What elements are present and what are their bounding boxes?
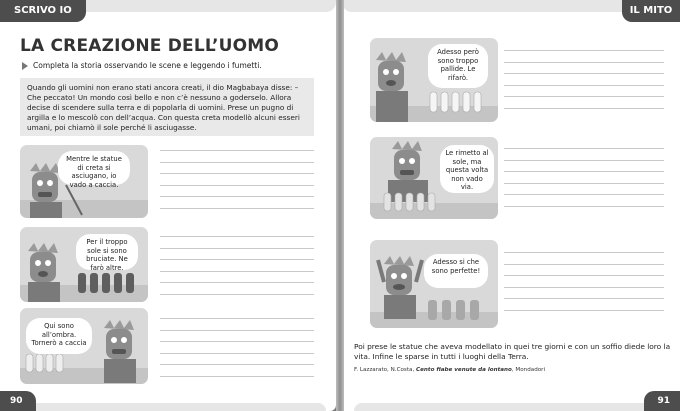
- instruction: [22, 61, 262, 70]
- speech-bubble: Le rimetto al sole, ma questa volta non vado via.: [440, 145, 494, 193]
- story-intro: Quando gli uomini non erano stati ancora creati, il dio Magbabaya disse: – Che peccato! Un mondo così bello e non c’è nessuno a goderselo. Allora decise di scendere sulla terra e di popolarla di uomini. Prese un pugno di argilla e lo mescolò con dell’acqua. Con questa creta modellò alcuni esseri umani, poi chiamò il sole perché li asciugasse.: [20, 78, 314, 136]
- book-gutter: [336, 0, 344, 411]
- writing-lines-1[interactable]: [160, 150, 314, 220]
- instruction-text: Completa la storia osservando le scene e leggendo i fumetti.: [33, 61, 262, 70]
- story-ending: Poi prese le statue che aveva modellato in quei tre giorni e con un soffio diede loro la vita. Infine le sparse in tutti i luoghi della Terra.: [354, 342, 671, 361]
- page-number: 90: [0, 391, 36, 411]
- writing-lines-3[interactable]: [160, 318, 314, 388]
- speech-bubble: Qui sono all’ombra. Tornerò a caccia: [26, 318, 92, 354]
- left-page: [0, 0, 336, 411]
- writing-lines-6[interactable]: [504, 252, 664, 322]
- comic-panel-3: [20, 308, 148, 384]
- credit-authors: F. Lazzarato, N.Costa,: [354, 367, 415, 373]
- play-arrow-icon: [22, 62, 28, 70]
- section-tab: IL MITO: [622, 0, 680, 22]
- writing-lines-5[interactable]: [504, 148, 664, 218]
- header-bar: [86, 0, 336, 12]
- comic-panel-4: [370, 38, 498, 122]
- comic-panel-2: [20, 227, 148, 302]
- footer-bar: [36, 403, 326, 411]
- credit-publisher: , Mondadori: [511, 367, 546, 373]
- section-tab: SCRIVO IO: [0, 0, 86, 22]
- writing-lines-4[interactable]: [504, 50, 664, 120]
- right-page: [344, 0, 680, 411]
- footer-bar: [354, 403, 644, 411]
- header-bar: [344, 0, 622, 12]
- speech-bubble: Adesso però sono troppo pallide. Le rifarò.: [428, 44, 488, 88]
- page-title: LA CREAZIONE DELL’UOMO: [20, 36, 280, 56]
- speech-bubble: Adesso si che sono perfette!: [424, 254, 488, 288]
- page-number: 91: [644, 391, 680, 411]
- comic-panel-6: [370, 240, 498, 328]
- writing-lines-2[interactable]: [160, 236, 314, 306]
- source-credit: [354, 367, 545, 373]
- comic-panel-1: [20, 145, 148, 218]
- speech-bubble: Per il troppo sole si sono bruciate. Ne farò altre.: [76, 234, 138, 270]
- comic-panel-5: [370, 137, 498, 219]
- speech-bubble: Mentre le statue di creta si asciugano, io vado a caccia.: [58, 151, 130, 185]
- credit-book-title: Cento fiabe venute da lontano: [416, 367, 512, 373]
